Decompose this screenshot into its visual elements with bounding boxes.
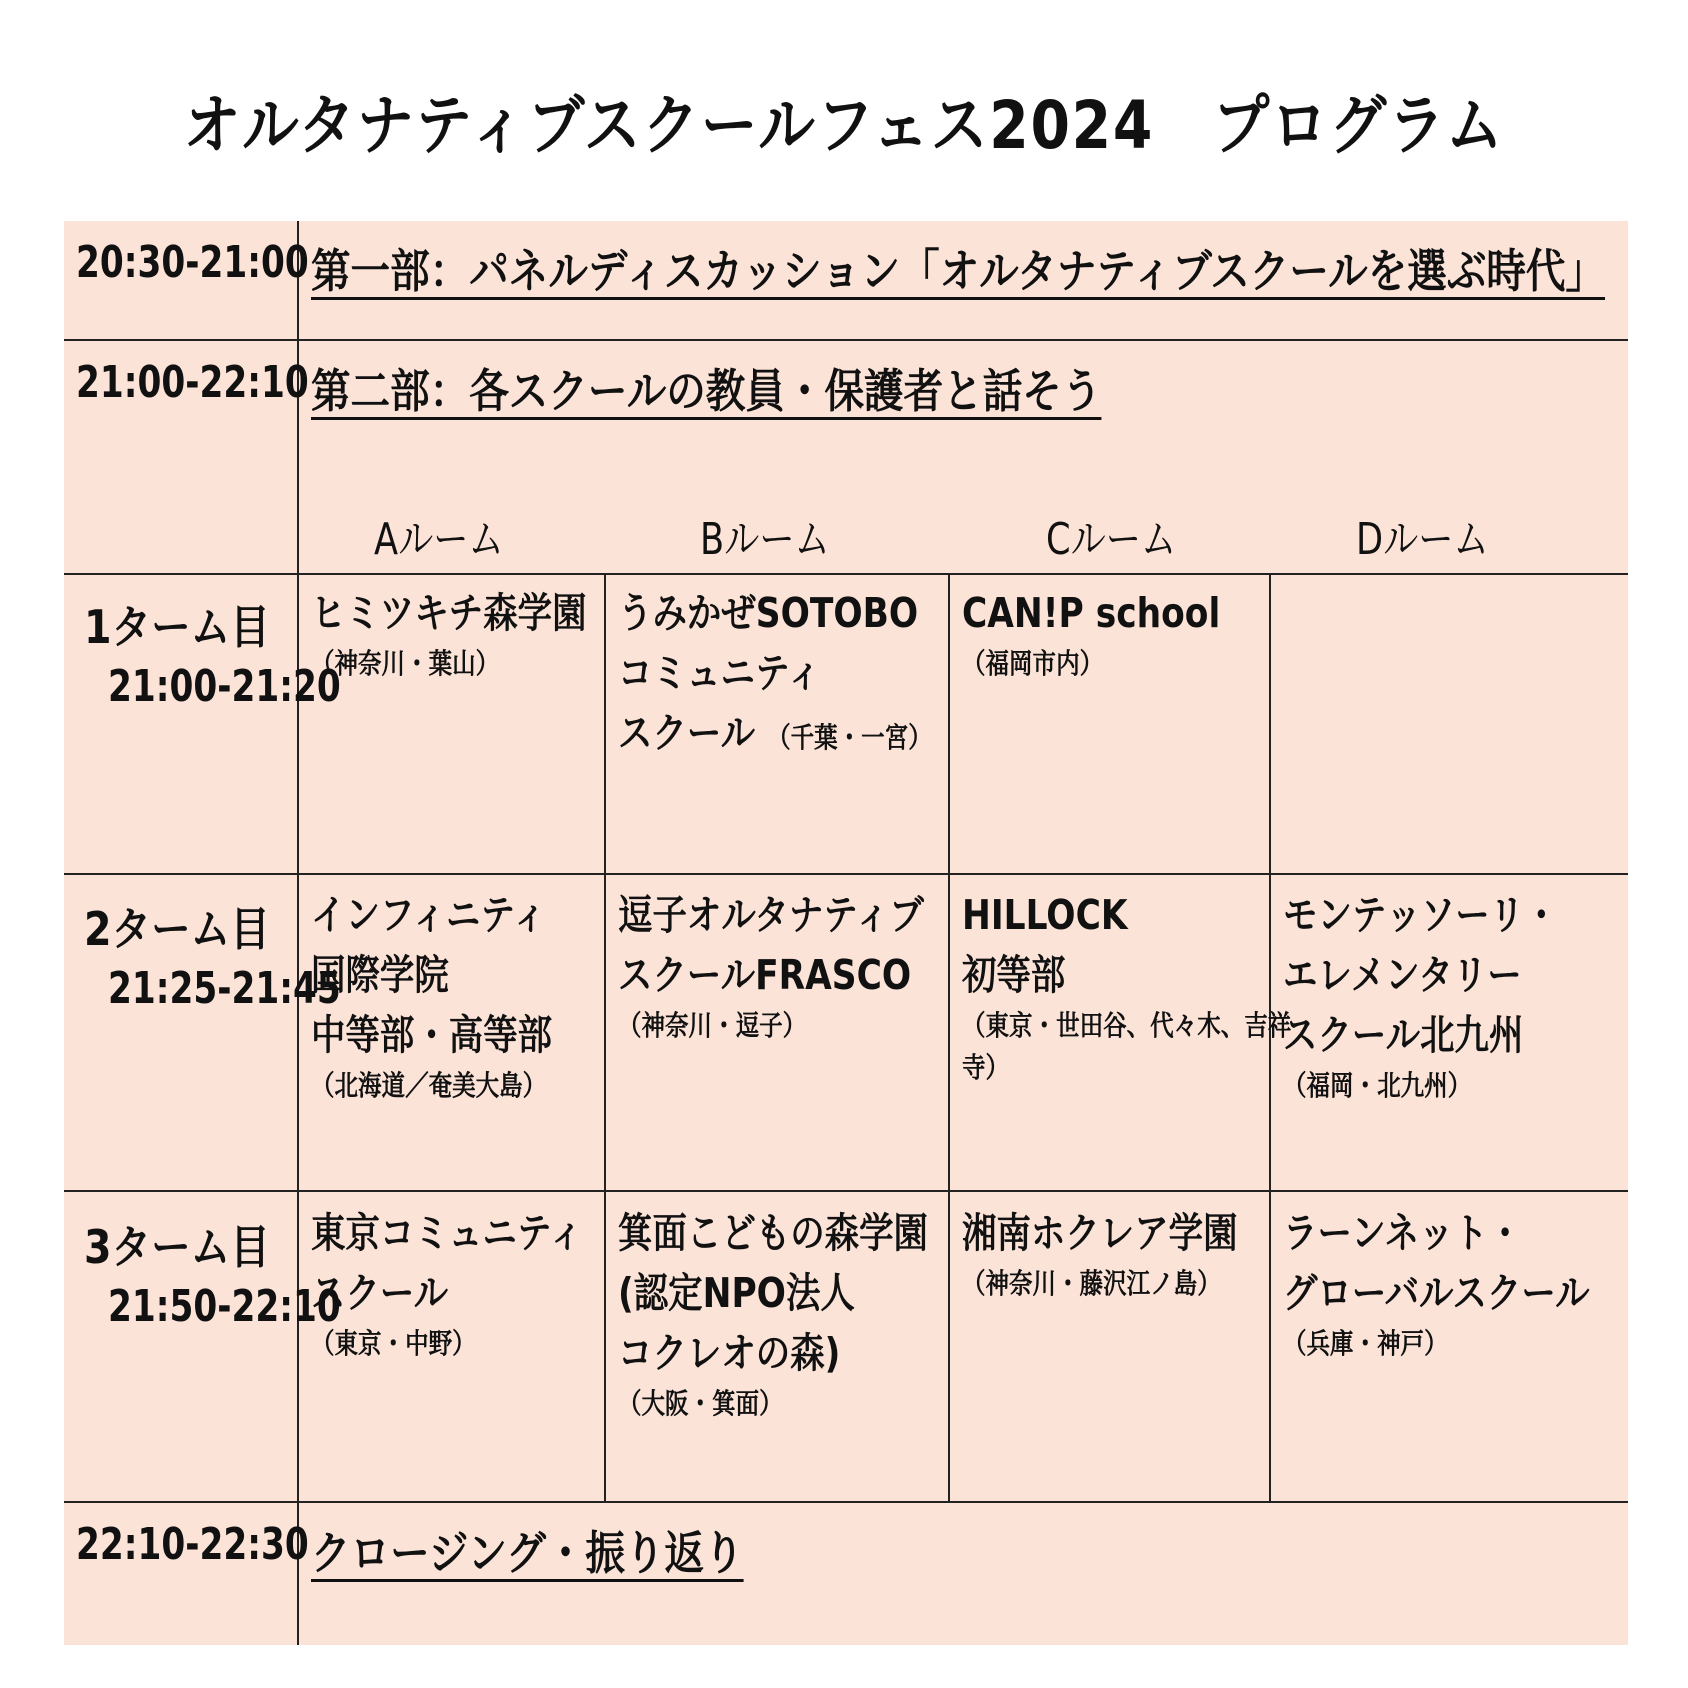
school-name: ヒミツキチ森学園 [311,589,587,637]
school-name: スクール北九州 [1283,1011,1524,1059]
school-name: スクールFRASCO [618,951,912,999]
school-location: （神奈川・藤沢江ノ島） [962,1267,1221,1300]
room-header-a: Aルーム [374,514,504,565]
school-location: （北海道／奄美大島） [311,1069,547,1102]
school-location: （大阪・箕面） [618,1387,783,1420]
school-name: スクール [311,1269,449,1317]
school-name: エレメンタリー [1283,951,1522,999]
turn2-room-d-cell [1283,885,1611,1107]
room-header-d: Dルーム [1356,514,1489,565]
school-location: （千葉・一宮） [767,721,932,754]
school-name: モンテッソーリ・ [1283,891,1559,939]
school-name: コクレオの森) [618,1329,841,1377]
school-name: 逗子オルタナティブ [618,891,924,939]
school-location: 寺） [962,1051,1010,1084]
turn2-room-a-cell [311,885,598,1107]
school-location: （神奈川・葉山） [311,647,500,680]
school-location: （東京・中野） [311,1327,476,1360]
row-divider [64,573,1628,575]
section-time: 20:30-21:00 [76,237,309,288]
section-time: 22:10-22:30 [76,1519,309,1570]
row-divider [64,1501,1628,1503]
school-name: コミュニティ [618,649,822,697]
school-location: （福岡市内） [962,647,1104,680]
turn3-room-a-cell [311,1203,635,1365]
turn1-room-c-cell [962,583,1269,685]
page-title: オルタナティブスクールフェス2024 プログラム [183,87,1505,164]
school-name: 湘南ホクレア学園 [962,1209,1238,1257]
school-name: 中等部・高等部 [311,1011,553,1059]
turn1-room-a-cell [311,583,639,685]
turn-label: 3ターム目 [84,1220,270,1274]
turn1-room-b-cell [618,583,991,768]
school-name: グローバルスクール [1283,1269,1590,1317]
school-name: CAN!P school [962,589,1221,637]
schedule-table [64,221,1628,1645]
turn3-room-c-cell [962,1203,1290,1305]
school-location: （東京・世田谷、代々木、吉祥 [962,1009,1292,1042]
section-time: 21:00-22:10 [76,357,309,408]
school-name: (認定NPO法人 [618,1269,855,1317]
turn-time: 21:00-21:20 [108,661,341,712]
turn-time: 21:50-22:10 [108,1281,341,1332]
section-title: 第一部：パネルディスカッション「オルタナティブスクールを選ぶ時代」 [311,244,1606,298]
turn-label: 2ターム目 [84,902,270,956]
school-location: （兵庫・神戸） [1283,1327,1448,1360]
school-name: インフィニティ [311,891,547,939]
room-header-c: Cルーム [1046,514,1177,565]
school-location: （福岡・北九州） [1283,1069,1472,1102]
school-name: 東京コミュニティ [311,1209,584,1257]
turn-time: 21:25-21:45 [108,963,341,1014]
time-column-divider [297,221,299,1645]
turn-label: 1ターム目 [84,600,270,654]
row-divider [64,339,1628,341]
turn3-room-d-cell [1283,1203,1648,1365]
school-name: ラーンネット・ [1283,1209,1523,1257]
room-header-b: Bルーム [700,514,830,565]
row-divider [64,873,1628,875]
school-name: 箕面こどもの森学園 [618,1209,928,1257]
school-name-with-location [618,703,932,768]
school-name: うみかぜSOTOBO [618,589,919,637]
school-name: 国際学院 [311,951,449,999]
section-title: 第二部：各スクールの教員・保護者と話そう [311,364,1102,418]
section-title: クロージング・振り返り [311,1526,744,1580]
row-divider [64,1190,1628,1192]
turn2-room-b-cell [618,885,982,1047]
school-name: スクール [618,709,756,757]
school-name: 初等部 [962,951,1066,999]
turn3-room-b-cell [618,1203,987,1425]
school-name: HILLOCK [962,891,1128,939]
school-location: （神奈川・逗子） [618,1009,807,1042]
